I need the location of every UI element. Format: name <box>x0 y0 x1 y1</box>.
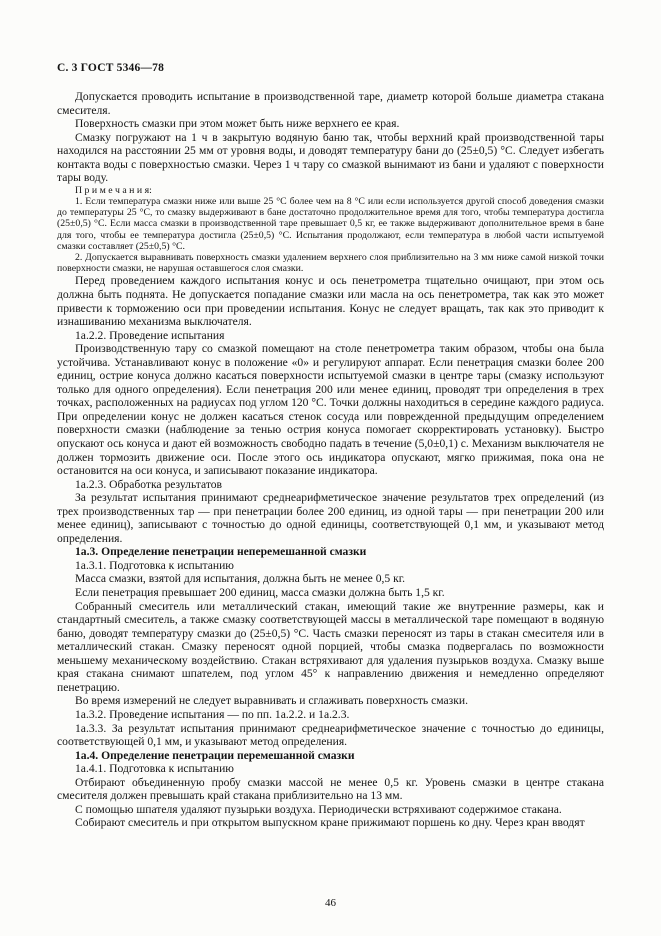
paragraph: Поверхность смазки при этом может быть ниже верхнего ее края. <box>75 117 400 131</box>
paragraph: 1а.3.2. Проведение испытания — по пп. 1а.2.2. и 1а.2.3. <box>75 707 350 721</box>
paragraph: Масса смазки, взятой для испытания, должна быть не менее 0,5 кг. <box>75 572 406 586</box>
paragraph: Собранный смеситель или металлический стакан, имеющий такие же внутренние размеры, как и стандартный смеситель, а также смазку соответствующей массы в металлической таре помещают в водяную баню, доводят температуру смазки до (25±0,5) °С. Часть смазки переносят из тары в стакан смесителя или в металлический стакан. Смазку переносят одной порцией, чтобы смазка подвергалась по возможности меньшему механическому воздействию. Стакан встряхивают для удаления пузырьков воздуха. Смазку выше края стакана снимают шпателем, под углом 45° к направлению движения и немедленно определяют пенетрацию. <box>57 599 604 694</box>
paragraph: За результат испытания принимают среднеарифметическое значение результатов трех определений (из трех производственных тар — при пенетрации более 200 единиц, из одной тары — при пенетрации 200 или менее единиц), записывают с точностью до одной единицы, соответствующей 0,1 мм, и указывают метод определения. <box>57 491 604 545</box>
paragraph: Собирают смеситель и при открытом выпускном кране прижимают поршень ко дну. Через кран вводят <box>75 816 585 830</box>
paragraph: 1а.2.3. Обработка результатов <box>75 477 223 491</box>
paragraph: Производственную тару со смазкой помещают на столе пенетрометра таким образом, чтобы она была устойчива. Устанавливают конус в положение «0» и регулируют аппарат. Если пенетрация смазки более 200 единиц, острие конуса должно касаться поверхности испытуемой смазки в центре тары (смазку используют только для одного определения). Если пенетрация 200 или менее единиц, проводят три определения в трех точках, расположенных на радиусах под углом 120 °С. Точки должны находиться в середине каждого радиуса. При определении конус не должен касаться стенок сосуда или поврежденной предыдущим определением поверхности смазки (наблюдение за тенью острия конуса помогает скорректировать установку). Быстро опускают ось конуса и дают ей возможность свободно падать в течение (5,0±0,1) с. Механизм выключателя не должен тормозить движение оси. После этого ось индикатора опускают, мягко прижимая, пока она не остановится на оси конуса, и записывают показание индикатора. <box>57 342 604 478</box>
paragraph: Перед проведением каждого испытания конус и ось пенетрометра тщательно очищают, при этом ось должна быть поднята. Не допускается попадание смазки или масла на ось пенетрометра, так как это может привести к торможению оси при проведении испытания. Конус не следует вращать, так как это приводит к изнашиванию механизма выключателя. <box>57 274 604 329</box>
page-header: С. 3 ГОСТ 5346—78 <box>57 62 165 74</box>
paragraph: Если пенетрация превышает 200 единиц, масса смазки должна быть 1,5 кг. <box>75 586 445 600</box>
paragraph: Допускается проводить испытание в производственной таре, диаметр которой больше диаметра стакана смесителя. <box>57 90 604 117</box>
note-paragraph: 2. Допускается выравнивать поверхность смазки удалением верхнего слоя приблизительно на 3 мм ниже самой низкой точки поверхности смазки, не нарушая оставшегося слоя смазки. <box>57 252 604 275</box>
section-heading: 1а.3. Определение пенетрации неперемешанной смазки <box>75 545 367 559</box>
paragraph: С помощью шпателя удаляют пузырьки воздуха. Периодически встряхивают содержимое стакана. <box>75 802 562 816</box>
paragraph: 1а.2.2. Проведение испытания <box>75 328 225 342</box>
note-paragraph: П р и м е ч а н и я: <box>75 184 152 196</box>
paragraph: 1а.3.1. Подготовка к испытанию <box>75 558 234 572</box>
note-paragraph: 1. Если температура смазки ниже или выше 25 °С более чем на 8 °С или если используется другой способ доведения смазки до температуры 25 °С, то смазку выдерживают в бане достаточно продолжительное время для того, чтобы температура достигла (25±0,5) °С. Если масса смазки в производственной таре превышает 0,5 кг, ее также выдерживают дополнительное время в бане для того, чтобы ее температура достигла (25±0,5) °С. Испытания продолжают, если температура в любой части испытуемой смазки составляет (25±0,5) °С. <box>57 196 604 252</box>
paragraph: Смазку погружают на 1 ч в закрытую водяную баню так, чтобы верхний край производственной тары находился на расстоянии 25 мм от уровня воды, и доводят температуру бани до (25±0,5) °С. Следует избегать контакта воды с поверхностью смазки. Через 1 ч тару со смазкой вынимают из бани и удаляют с поверхности тары воду. <box>57 130 604 185</box>
paragraph: 1а.3.3. За результат испытания принимают среднеарифметическое значение с точностью до единицы, соответствующей 0,1 мм, и указывают метод определения. <box>57 721 604 749</box>
paragraph: Отбирают объединенную пробу смазки массой не менее 0,5 кг. Уровень смазки в центре стакана смесителя должен превышать край стакана приблизительно на 13 мм. <box>57 775 604 803</box>
paragraph: 1а.4.1. Подготовка к испытанию <box>75 762 234 776</box>
section-heading: 1а.4. Определение пенетрации перемешанной смазки <box>75 748 355 762</box>
paragraph: Во время измерений не следует выравнивать и сглаживать поверхность смазки. <box>75 694 468 708</box>
document-body <box>57 90 604 830</box>
page-number: 46 <box>325 897 336 909</box>
